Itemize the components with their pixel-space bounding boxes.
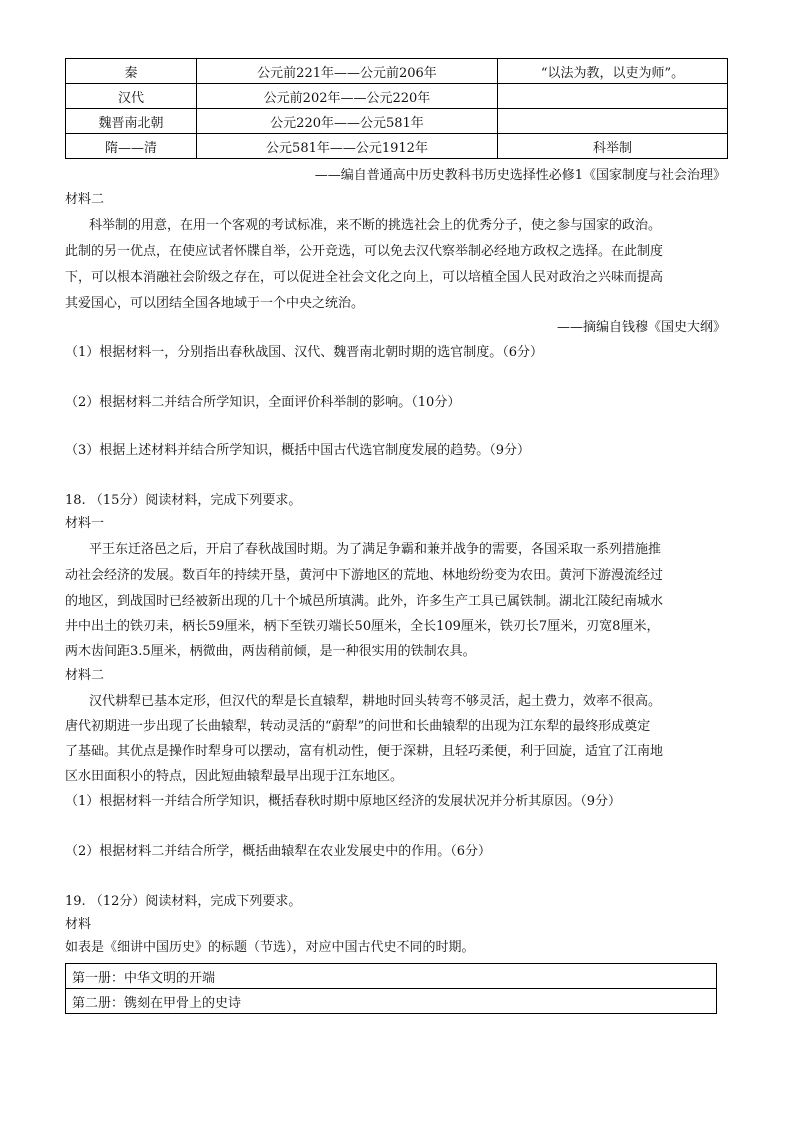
table-row <box>66 964 717 989</box>
dynasty-table <box>65 58 728 159</box>
dynasty-cell: 隋——清 <box>66 134 197 159</box>
paragraph-line: 汉代耕犁已基本定形，但汉代的犁是长直辕犁，耕地时回头转弯不够灵活，起土费力，效率不很高。 <box>89 694 662 709</box>
paragraph-line: 动社会经济的发展。数百年的持续开垦，黄河中下游地区的荒地、林地纷纷变为农田。黄河下游漫流经过 <box>65 568 664 583</box>
question-header: 19. （12分）阅读材料，完成下列要求。 <box>65 894 302 909</box>
dynasty-cell: 魏晋南北朝 <box>66 109 197 134</box>
note-cell: “以法为教，以吏为师”。 <box>498 59 728 84</box>
paragraph-line: 下，可以根本消融社会阶级之存在，可以促进全社会文化之向上，可以培植全国人民对政治之兴味而提高 <box>65 270 664 285</box>
paragraph-line: 的地区，到战国时已经被新出现的几十个城邑所填满。此外，许多生产工具已属铁制。湖北江陵纪南城水 <box>65 594 664 609</box>
table-row <box>66 59 728 84</box>
paragraph-line: 唐代初期进一步出现了长曲辕犁，转动灵活的“蔚犁”的问世和长曲辕犁的出现为江东犁的最终形成奠定 <box>65 719 651 734</box>
table-row <box>66 134 728 159</box>
question-item: （1）根据材料一，分别指出春秋战国、汉代、魏晋南北朝时期的选官制度。（6分） <box>65 345 544 360</box>
paragraph-line: 科举制的用意，在用一个客观的考试标准，来不断的挑选社会上的优秀分子，使之参与国家的政治。 <box>89 218 662 233</box>
period-cell: 公元前202年——公元220年 <box>197 84 498 109</box>
material-title: 材料二 <box>65 192 105 207</box>
table-row <box>66 109 728 134</box>
question-item: （2）根据材料二并结合所学知识，全面评价科举制的影响。（10分） <box>65 395 461 410</box>
paragraph-line: 井中出土的铁刃耒，柄长59厘米，柄下至铁刃端长50厘米，全长109厘米，铁刃长7厘米，刃宽8厘米， <box>65 619 660 634</box>
period-cell: 公元581年——公元1912年 <box>197 134 498 159</box>
period-cell: 公元前221年——公元前206年 <box>197 59 498 84</box>
paragraph-line: 其爱国心，可以团结全国各地域于一个中央之统治。 <box>65 296 365 311</box>
material-title: 材料一 <box>65 516 105 531</box>
question-header: 18. （15分）阅读材料，完成下列要求。 <box>65 493 302 508</box>
period-cell: 公元220年——公元581年 <box>197 109 498 134</box>
book-titles-table <box>65 963 717 1014</box>
dynasty-cell: 秦 <box>66 59 197 84</box>
material-source: ——摘编自钱穆《国史大纲》 <box>556 320 726 335</box>
paragraph-line: 了基础。其优点是操作时犁身可以摆动，富有机动性，便于深耕，且轻巧柔便，利于回旋，适宜了江南地 <box>65 744 664 759</box>
question-item: （2）根据材料二并结合所学，概括曲辕犁在农业发展史中的作用。（6分） <box>65 844 492 859</box>
material-title: 材料二 <box>65 668 105 683</box>
paragraph-line: 如表是《细讲中国历史》的标题（节选），对应中国古代史不同的时期。 <box>65 940 475 955</box>
paragraph-line: 此制的另一优点，在使应试者怀牒自举，公开竞选，可以免去汉代察举制必经地方政权之选择。在此制度 <box>65 244 664 259</box>
question-item: （3）根据上述材料并结合所学知识，概括中国古代选官制度发展的趋势。（9分） <box>65 443 531 458</box>
book-title-cell: 第二册：镌刻在甲骨上的史诗 <box>66 989 717 1014</box>
table-row <box>66 989 717 1014</box>
dynasty-cell: 汉代 <box>66 84 197 109</box>
book-title-cell: 第一册：中华文明的开端 <box>66 964 717 989</box>
paragraph-line: 平王东迁洛邑之后，开启了春秋战国时期。为了满足争霸和兼并战争的需要，各国采取一系列措施推 <box>89 542 662 557</box>
note-cell: 科举制 <box>498 134 728 159</box>
note-cell <box>498 109 728 134</box>
material-title: 材料 <box>65 917 92 932</box>
paragraph-line: 两木齿间距3.5厘米，柄微曲，两齿稍前倾，是一种很实用的铁制农具。 <box>65 644 476 659</box>
question-item: （1）根据材料一并结合所学知识，概括春秋时期中原地区经济的发展状况并分析其原因。（9分） <box>65 794 622 809</box>
paragraph-line: 区水田面积小的特点，因此短曲辕犁最早出现于江东地区。 <box>65 769 404 784</box>
note-cell <box>498 84 728 109</box>
table-row <box>66 84 728 109</box>
table-source: ——编自普通高中历史教科书历史选择性必修1《国家制度与社会治理》 <box>314 168 726 183</box>
